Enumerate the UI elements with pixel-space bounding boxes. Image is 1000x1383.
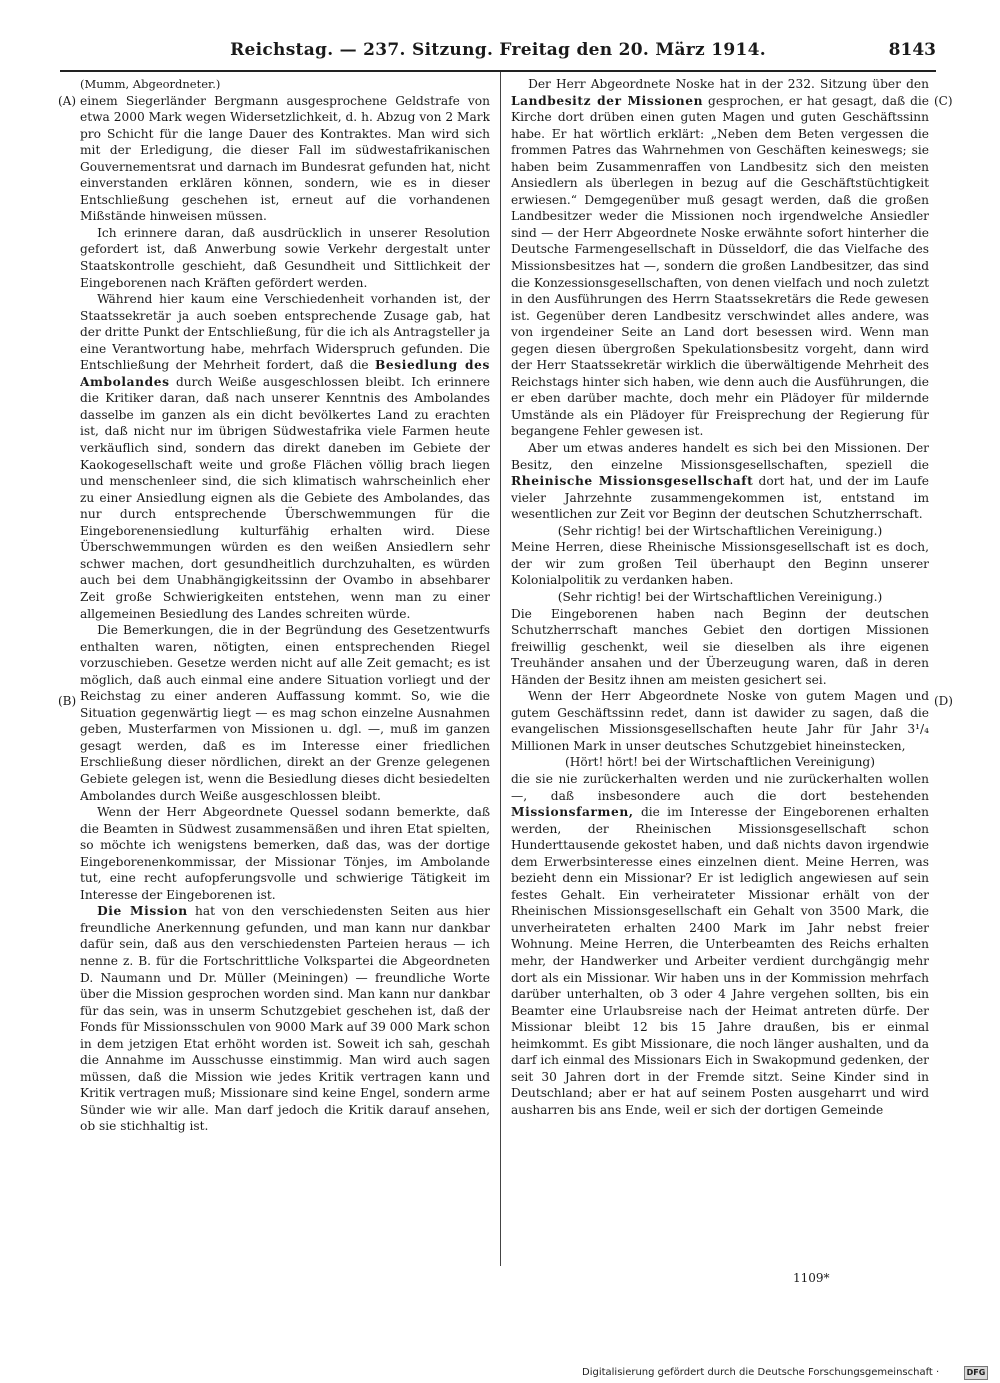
paragraph-text: Der Herr Abgeordnete Noske hat in der 232. Sitzung über den — [528, 77, 929, 91]
margin-marker-b: (B) — [58, 694, 77, 708]
emphasized-term: Landbesitz der Missionen — [511, 93, 704, 108]
emphasized-term: Rheinische Missionsgesellschaft — [511, 474, 754, 489]
paragraph-text: die sie nie zurückerhalten werden und nie zurückerhalten wollen —, daß insbesondere auch die dort bestehenden — [511, 771, 929, 803]
right-column — [511, 76, 929, 1266]
emphasized-term: Missionsfarmen, — [511, 805, 634, 820]
paragraph-text: gesprochen, er hat gesagt, daß die Kirche dort drüben einen guten Magen und guten Geschäftssinn habe. Er hat wörtlich erklärt: „Neben dem Beten vergessen die frommen Patres das Wahrnehmen von Geschäften keineswegs; sie haben beim Zusammenraffen von Landbesitz sich den meisten Ansiedlern als überlegen in bezug auf die Geschäftstüchtigkeit erwiesen.“ Demgegenüber muß gesagt werden, daß die großen Landbesitzer weder die Missionen noch irgendwelche Ansiedler sind — der Herr Abgeordnete Noske erwähnte sofort hinterher die Deutsche Farmengesellschaft in Düsseldorf, die das Vielfache des Missionsbesitzes hat —, sondern die großen Landbesitzer, das sind die Konzessionsgesellschaften, von denen vielfach und noch zuletzt in den Ausführungen des Herrn Staatssekretärs die Rede gewesen ist. Gegenüber deren Landbesitz verschwindet alles andere, was von irgendeiner Seite an Land dort besessen wird. Wenn man gegen diesen übergroßen Spekulationsbesitz vorgeht, dann wird der Herr Staatssekretär wirklich die überwältigende Mehrheit des Reichstags hinter sich haben, wie denn auch die Ausführungen, die er eben darüber machte, doch mehr ein Plädoyer für mildernde Umstände als ein Plädoyer für Freisprechung der Regierung für begangene Fehler gewesen ist. — [511, 93, 929, 439]
paragraph: Meine Herren, diese Rheinische Missionsgesellschaft ist es doch, der wir zum großen Teil überhaupt den Beginn unserer Kolonialpolitik zu verdanken haben. — [511, 540, 929, 588]
paragraph: Ich erinnere daran, daß ausdrücklich in unserer Resolution gefordert ist, daß Anwerbung sowie Verkehr dergestalt unter Staatskontrolle geschieht, daß Gesundheit und Sittlichkeit der Eingeborenen nach Kräften gefördert werden. — [80, 225, 490, 290]
paragraph — [80, 291, 490, 622]
page-number: 8143 — [888, 40, 936, 60]
paragraph — [511, 440, 929, 523]
left-column — [80, 76, 490, 1266]
margin-marker-a: (A) — [58, 94, 77, 108]
sheet-signature: 1109* — [793, 1271, 830, 1285]
column-divider — [500, 72, 501, 1266]
header-title: Reichstag. — 237. Sitzung. Freitag den 20. März 1914. — [230, 40, 766, 60]
paragraph: Wenn der Herr Abgeordnete Quessel sodann bemerkte, daß die Beamten in Südwest zusammensäßen und ihren Etat spielten, so möchte ich wenigstens bemerken, daß das, was der dortige Eingeborenenkommissar, der Missionar Tönjes, im Ambolande tut, eine recht aufopferungsvolle und schwierige Tätigkeit im Interesse der Eingeborenen ist. — [80, 805, 490, 902]
margin-marker-c: (C) — [934, 94, 953, 108]
emphasized-term: Besiedlung des Ambolandes — [80, 358, 490, 389]
emphasized-term: Die Mission — [97, 904, 188, 919]
interjection: (Sehr richtig! bei der Wirtschaftlichen Vereinigung.) — [557, 589, 883, 604]
paragraph: Die Eingeborenen haben nach Beginn der deutschen Schutzherrschaft manches Gebiet den dortigen Missionen freiwillig geschenkt, weil sie dieselben als ihre eigenen Treuhänder ansahen und der Überzeugung waren, daß in deren Händen der Besitz ihnen am meisten gesichert sei. — [511, 606, 929, 687]
margin-marker-d: (D) — [934, 694, 953, 708]
paragraph-text: Während hier kaum eine Verschiedenheit vorhanden ist, der Staatssekretär ja auch soeben entsprechende Zusage gab, hat der dritte Punkt der Entschließung, für die ich als Antragsteller ja eine Verantwortung habe, mehrfach Widerspruch gefunden. Die Entschließung der Mehrheit fordert, daß die — [80, 292, 490, 373]
paragraph: einem Siegerländer Bergmann ausgesprochene Geldstrafe von etwa 2000 Mark wegen Widersetzlichkeit, d. h. Abzug von 2 Mark pro Schicht für die lange Dauer des Kontraktes. Man wird sich mit der Erledigung, die dieser Fall im südwestafrikanischen Gouvernementsrat und darnach im Bundesrat gefunden hat, nicht einverstanden erklären können, sondern, wie es in dieser Entschließung geschehen ist, erneut auf die vorhandenen Mißstände hinweisen müssen. — [80, 93, 490, 224]
paragraph: Die Bemerkungen, die in der Begründung des Gesetzentwurfs enthalten waren, nötigten, einen entsprechenden Riegel vorzuschieben. Gesetze werden nicht auf alle Zeit gemacht; es ist möglich, daß auch einmal eine andere Situation vorliegt und der Reichstag zu einer anderen Auffassung kommt. So, wie die Situation gegenwärtig liegt — es mag schon einzelne Ausnahmen geben, Musterfarmen von Missionen u. dgl. —, muß im ganzen gesagt werden, daß es im Interesse einer friedlichen Erschließung dieser nördlichen, direkt an der Grenze gelegenen Gebiete gelegen ist, wenn die Besiedlung dieses dicht besiedelten Ambolandes durch Weiße ausgeschlossen bleibt. — [80, 623, 490, 803]
interjection: (Sehr richtig! bei der Wirtschaftlichen Vereinigung.) — [557, 523, 883, 538]
paragraph-text: durch Weiße ausgeschlossen bleibt. Ich erinnere die Kritiker daran, daß nach unserer Kenntnis des Ambolandes dasselbe im ganzen als ein dicht bevölkertes Land zu erachten ist, daß nicht nur im übrigen Südwestafrika viele Farmen heute verkäuflich sind, sondern das direkt daneben im Gebiete der Kaokogesellschaft weite und große Flächen völlig brach liegen und menschenleer sind, die sich klimatisch wahrscheinlich eher zu einer Ansiedlung eignen als die Gebiete des Ambolandes, das nur durch entsprechende Überschwemmungen für die Eingeborenensiedlung kulturfähig erhalten wird. Diese Überschwemmungen würden es den weißen Ansiedlern sehr schwer machen, dort gesundheitlich durchzuhalten, es würden auch bei dem Unabhängigkeitssinn der Ovambo in absehbarer Zeit große Schwierigkeiten entstehen, wenn man zu einer allgemeinen Besiedlung des Landes schreiten würde. — [80, 374, 490, 621]
page-header — [60, 36, 936, 72]
paragraph — [511, 76, 929, 440]
paragraph-text: Aber um etwas anderes handelt es sich bei den Missionen. Der Besitz, den einzelne Missionsgesellschaften, speziell die — [511, 441, 929, 472]
paragraph: Wenn der Herr Abgeordnete Noske von gutem Magen und gutem Geschäftssinn redet, dann ist dawider zu sagen, daß die evangelischen Missionsgesellschaften heute Jahr für Jahr 3¹/₄ Millionen Mark in unser deutsches Schutzgebiet hineinstecken, — [511, 689, 929, 753]
interjection: (Hört! hört! bei der Wirtschaftlichen Vereinigung) — [565, 755, 875, 770]
paragraph — [511, 771, 929, 1118]
paragraph-text: die im Interesse der Eingeborenen erhalten werden, der Rheinischen Missionsgesellschaft schon Hunderttausende gekostet haben, und daß nichts davon irgendwie dem Erwerbsinteresse eines einzelnen dient. Meine Herren, was bezieht denn ein Missionar? Er ist lediglich angewiesen auf sein festes Gehalt. Ein verheirateter Missionar erhält von der Rheinischen Missionsgesellschaft ein Gehalt von 3500 Mark, die unverheirateten erhalten 2400 Mark im Jahr nebst freier Wohnung. Meine Herren, die Unterbeamten des Reichs erhalten mehr, der Handwerker und Arbeiter verdient durchgängig mehr dort als ein Missionar. Wir haben uns in der Kommission mehrfach darüber unterhalten, ob 3 oder 4 Jahre vergehen sollten, bis ein Beamter eine Urlaubsreise nach der Heimat antreten dürfe. Der Missionar bleibt 12 bis 15 Jahre draußen, bis er einmal heimkommt. Es gibt Missionare, die noch länger aushalten, und da darf ich einmal des Missionars Eich in Swakopmund gedenken, der seit 30 Jahren dort in der Fremde sitzt. Seine Kinder sind in Deutschland; aber er hat auf seinem Posten ausgeharrt und wird ausharren bis ans Ende, weil er sich der dortigen Gemeinde — [511, 805, 929, 1117]
paragraph-text: dort hat, und der im Laufe vieler Jahrzehnte zusammengekommen ist, entstand im wesentlichen zur Zeit vor Beginn der deutschen Schutzherrschaft. — [511, 474, 929, 522]
paragraph — [80, 903, 490, 1135]
digitization-footer: Digitalisierung gefördert durch die Deutsche Forschungsgemeinschaft · — [582, 1367, 940, 1378]
paragraph-text: hat von den verschiedensten Seiten aus hier freundliche Anerkennung gefunden, und man kann nur dankbar dafür sein, daß aus den verschiedensten Parteien heraus — ich nenne z. B. für die Fortschrittliche Volkspartei die Abgeordneten D. Naumann und Dr. Müller (Meiningen) — freundliche Worte über die Mission gesprochen worden sind. Man kann nur dankbar für das sein, was in unserm Schutzgebiet geschehen ist, daß der Fonds für Missionsschulen von 9000 Mark auf 39 000 Mark schon in dem jetzigen Etat erhöht worden ist. Soweit ich sah, geschah die Annahme im Ausschusse einstimmig. Man wird auch sagen müssen, daß die Mission wie jedes Kritik vertragen kann und Kritik vertragen muß; Missionare sind keine Engel, sondern arme Sünder wie wir alle. Man darf jedoch die Kritik darauf ansehen, ob sie stichhaltig ist. — [80, 904, 490, 1134]
speaker-label: (Mumm, Abgeordneter.) — [80, 77, 221, 91]
dfg-logo: DFG — [964, 1366, 988, 1380]
